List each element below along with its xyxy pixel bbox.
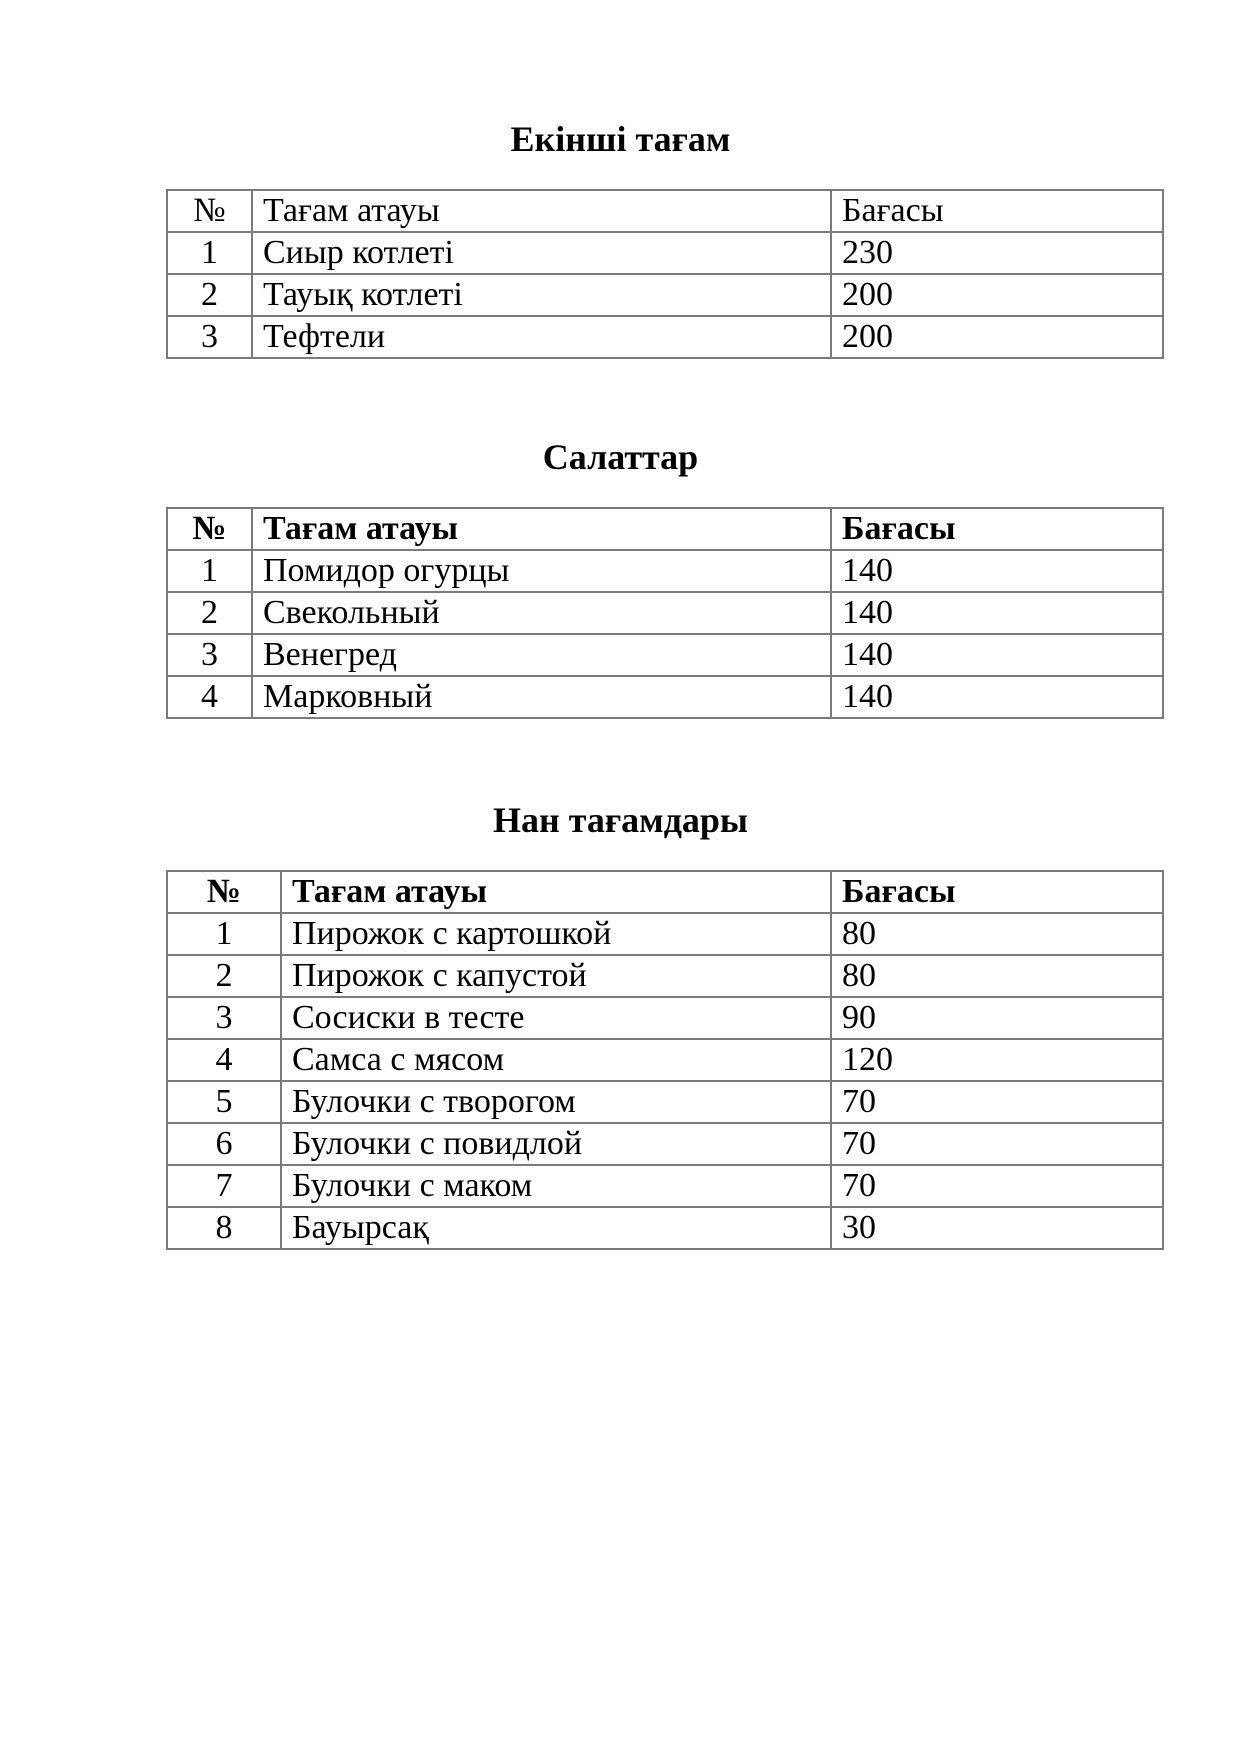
- dish-price: 200: [831, 274, 1163, 316]
- table-row: [167, 913, 1163, 955]
- table-row: [167, 1207, 1163, 1249]
- dish-name: Марковный: [252, 676, 831, 718]
- dish-name: Пирожок с капустой: [281, 955, 831, 997]
- main-course-table: [166, 189, 1164, 359]
- dish-price: 120: [831, 1039, 1163, 1081]
- row-number: 8: [167, 1207, 281, 1249]
- dish-price: 70: [831, 1081, 1163, 1123]
- dish-price: 80: [831, 913, 1163, 955]
- dish-price: 30: [831, 1207, 1163, 1249]
- header-price: Бағасы: [831, 871, 1163, 913]
- section-title-main-course: Екінші тағам: [510, 119, 731, 159]
- row-number: 1: [167, 232, 252, 274]
- row-number: 3: [167, 316, 252, 358]
- header-price: Бағасы: [831, 190, 1163, 232]
- dish-name: Булочки с повидлой: [281, 1123, 831, 1165]
- table-row: [167, 676, 1163, 718]
- section-title-bakery: Нан тағамдары: [492, 800, 749, 840]
- table-row: [167, 1039, 1163, 1081]
- dish-price: 140: [831, 592, 1163, 634]
- table-row: [167, 592, 1163, 634]
- dish-name: Тауық котлеті: [252, 274, 831, 316]
- dish-name: Свекольный: [252, 592, 831, 634]
- table-row: [167, 274, 1163, 316]
- row-number: 4: [167, 676, 252, 718]
- dish-name: Пирожок с картошкой: [281, 913, 831, 955]
- row-number: 7: [167, 1165, 281, 1207]
- row-number: 1: [167, 913, 281, 955]
- dish-name: Сиыр котлеті: [252, 232, 831, 274]
- dish-name: Помидор огурцы: [252, 550, 831, 592]
- row-number: 3: [167, 634, 252, 676]
- header-price: Бағасы: [831, 508, 1163, 550]
- row-number: 4: [167, 1039, 281, 1081]
- header-number: №: [167, 871, 281, 913]
- dish-name: Тефтели: [252, 316, 831, 358]
- table-row: [167, 232, 1163, 274]
- table-row: [167, 1081, 1163, 1123]
- section-title-salads: Салаттар: [542, 437, 699, 477]
- table-row: [167, 997, 1163, 1039]
- dish-price: 230: [831, 232, 1163, 274]
- dish-name: Булочки с маком: [281, 1165, 831, 1207]
- table-row: [167, 955, 1163, 997]
- dish-name: Булочки с творогом: [281, 1081, 831, 1123]
- row-number: 6: [167, 1123, 281, 1165]
- table-row: [167, 1123, 1163, 1165]
- dish-price: 70: [831, 1123, 1163, 1165]
- dish-price: 90: [831, 997, 1163, 1039]
- dish-price: 140: [831, 550, 1163, 592]
- row-number: 2: [167, 592, 252, 634]
- table-row: [167, 1165, 1163, 1207]
- salads-table: [166, 507, 1164, 719]
- table-header-row: [167, 508, 1163, 550]
- dish-name: Бауырсақ: [281, 1207, 831, 1249]
- bakery-table: [166, 870, 1164, 1250]
- row-number: 2: [167, 955, 281, 997]
- table-row: [167, 316, 1163, 358]
- dish-price: 70: [831, 1165, 1163, 1207]
- row-number: 3: [167, 997, 281, 1039]
- row-number: 1: [167, 550, 252, 592]
- dish-name: Венегред: [252, 634, 831, 676]
- row-number: 2: [167, 274, 252, 316]
- row-number: 5: [167, 1081, 281, 1123]
- dish-price: 140: [831, 676, 1163, 718]
- table-header-row: [167, 190, 1163, 232]
- header-dish-name: Тағам атауы: [252, 508, 831, 550]
- dish-price: 200: [831, 316, 1163, 358]
- header-number: №: [167, 508, 252, 550]
- table-row: [167, 550, 1163, 592]
- header-dish-name: Тағам атауы: [252, 190, 831, 232]
- table-header-row: [167, 871, 1163, 913]
- dish-name: Сосиски в тесте: [281, 997, 831, 1039]
- header-dish-name: Тағам атауы: [281, 871, 831, 913]
- dish-name: Самса с мясом: [281, 1039, 831, 1081]
- table-row: [167, 634, 1163, 676]
- dish-price: 80: [831, 955, 1163, 997]
- dish-price: 140: [831, 634, 1163, 676]
- header-number: №: [167, 190, 252, 232]
